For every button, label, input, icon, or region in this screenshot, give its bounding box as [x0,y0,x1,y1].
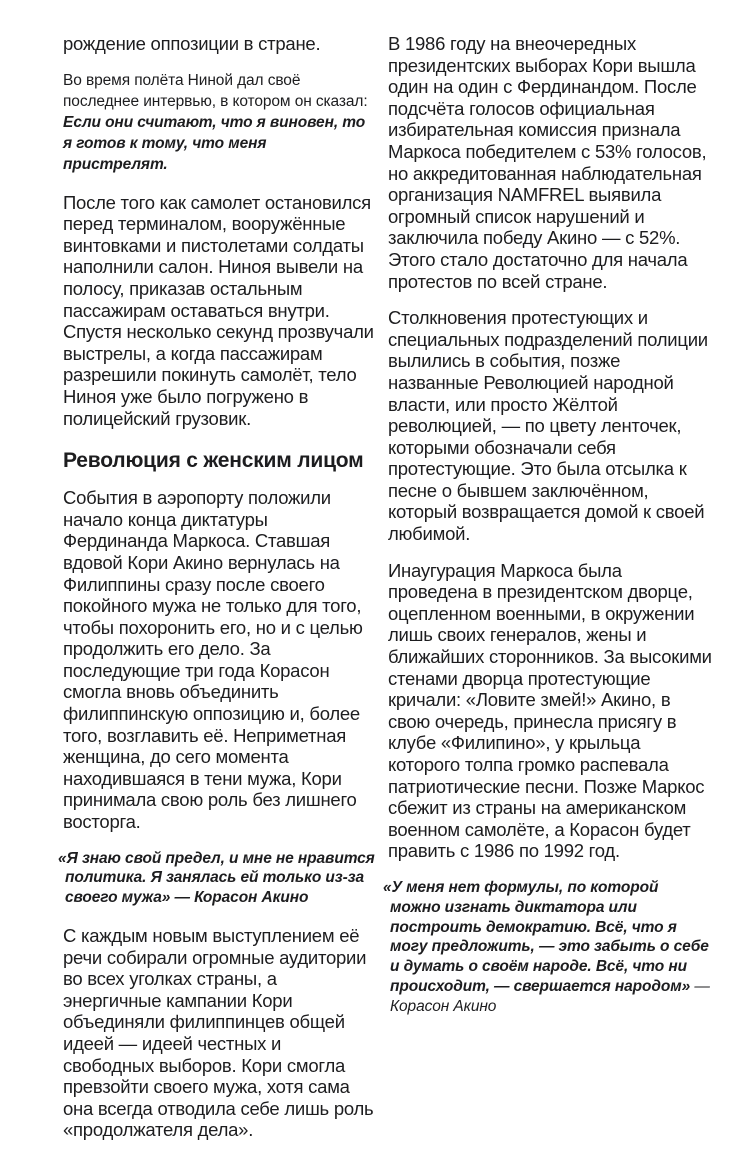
inauguration-paragraph: Инаугурация Маркоса была проведена в президентском дворце, оцепленном военными, в окружении лишь своих генералов, жены и ближайших сторонников. За высокими стенами дворца протестующие кричали: «Ловите змей!» Акино, в свою очередь, принесла присягу в клубе «Филипино», у крыльца которого толпа громко распевала патриотические песни. Позже Маркос сбежит из страны на американском военном самолёте, а Корасон будет править с 1986 по 1992 год. [388,559,712,862]
aquino-return-paragraph: События в аэропорту положили начало конца диктатуры Фердинанда Маркоса. Ставшая вдовой Кори Акино вернулась на Филиппины сразу после своего покойного мужа не только для того, чтобы похоронить его, но и с целью продолжить его дело. За последующие три года Корасон смогла вновь объединить филиппинскую оппозицию и, более того, возглавить её. Неприметная женщина, до сего момента находившаяся в тени мужа, Кори принимала свою роль без лишнего восторга. [63,487,363,833]
interview-note-quote: Если они считают, что я виновен, то я готов к тому, что меня пристрелят. [63,114,366,174]
airport-paragraph: После того как самолет остановился перед терминалом, вооружённые винтовками и пистолетами солдаты наполнили салон. Ниноя вывели на полосу, приказав остальным пассажирам оставаться внутри. Спустя несколько секунд прозвучали выстрелы, а когда пассажирам разрешили покинуть самолёт, тело Ниноя уже было погружено в полицейский грузовик. [63,191,374,429]
article-column-left [58,33,375,1156]
formula-quote-text: «У меня нет формулы, по которой можно изгнать диктатора или построить демократию. Всё, что я могу предложить, — это забыть о себе и думать о своём народе. Всё, что ни происходит, — свершается народом» [383,878,709,995]
interview-note-lead: Во время полёта Ниной дал своё последнее интервью, в котором он сказал: [63,71,368,110]
section-heading: Революция с женским лицом [63,449,364,473]
interview-note [63,70,375,176]
article-column-right [383,33,712,1156]
intro-line-paragraph: рождение оппозиции в стране. [63,33,321,54]
formula-pull-quote [383,878,712,1017]
revolution-paragraph: Столкновения протестующих и специальных подразделений полиции вылились в события, позже названные Революцией народной власти, или просто Жёлтой революцией, — по цвету ленточек, которыми обозначали себя протестующие. Это была отсылка к песне о бывшем заключённом, который возвращается домой к своей любимой. [388,307,708,545]
election-paragraph: В 1986 году на внеочередных президентских выборах Кори вышла один на один с Фердинандом. После подсчёта голосов официальная избирательная комиссия признала Маркоса победителем с 53% голосов, но аккредитованная наблюдательная организация NAMFREL выявила огромный список нарушений и заключила победу Акино — с 52%. Этого стало достаточно для начала протестов по всей стране. [388,33,707,292]
campaign-paragraph: С каждым новым выступлением её речи собирали огромные аудитории во всех уголках страны, а энергичные кампании Кори объединяли филиппинцев общей идеей — идеей честных и свободных выборов. Кори смогла превзойти своего мужа, хотя сама она всегда отводила себе лишь роль «продолжателя дела». [63,925,374,1141]
limit-pull-quote: «Я знаю свой предел, и мне не нравится политика. Я занялась ей только из-за своего мужа» — Корасон Акино [58,849,375,907]
formula-quote-attribution: — Корасон Акино [390,977,710,1015]
